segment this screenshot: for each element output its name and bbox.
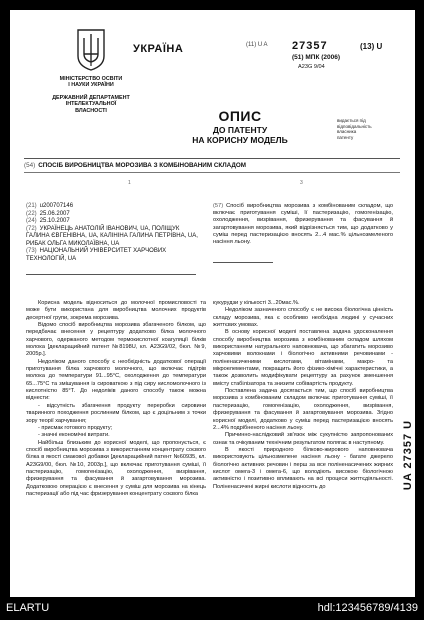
tick-2: 3 [300, 180, 303, 186]
paragraph: Причинно-наслідковий зв'язок між сукупністю запропонованих ознак та очікуваним технічним результатом полягає в наступному. [213, 432, 393, 446]
claim-rule [213, 262, 273, 263]
footer-handle: hdl:123456789/4139 [317, 602, 418, 614]
patent-number: 27357 [292, 40, 328, 52]
mpk-label: (51) МПК (2006) [292, 54, 341, 61]
paragraph: Поставлена задача досягається тим, що спосіб виробництва морозива з комбінованим складом включає приготування суміші, її пастеризацію, гомогенізацію, охолодження, визрівання, фризерування та фасування й загартовування морозива. Згідно корисної моделі, додатково у суміш перед пастеризацією вносять 2...4% подрібненого насіння льону. [213, 388, 393, 431]
side-note: видається під відповідальність власника патенту [337, 118, 372, 140]
bib-item: (22) 25.06.2007 [26, 210, 70, 217]
paragraph: - присмак готового продукту; [38, 424, 113, 431]
title-line-3: НА КОРИСНУ МОДЕЛЬ [192, 135, 288, 145]
patent-page [10, 10, 415, 597]
document-title [190, 108, 290, 145]
bib-item: (73) НАЦІОНАЛЬНИЙ УНІВЕРСИТЕТ ХАРЧОВИХ ТЕХНОЛОГІЙ, UA [26, 248, 167, 262]
mpk-code: A23G 9/04 [298, 64, 325, 70]
bib-item: (24) 25.10.2007 [26, 218, 70, 224]
country-name: УКРАЇНА [133, 43, 184, 55]
claim-text: (57) Спосіб виробництва морозива з комбінованим складом, що включає приготування суміші, її пастеризацію, гомогенізацію, охолодження, визрівання, фризерування та фасування й загартовування морозива, який відрізняється тим, що додатково у суміш перед пастеризацією вносять 2...4 мас.% цільнозмеленого насіння льону. [213, 203, 393, 246]
paragraph: кукурудзи у кількості 3...20мас.%. [213, 300, 300, 306]
title-line-1: ОПИС [218, 108, 262, 124]
paragraph: Недоліком зазначеного способу є не висока біологічна цінність складу морозива, яка є особливо необхідна людині у сучасних життєвих умовах. [213, 307, 393, 329]
paragraph: Найбільш близьким до корисної моделі, що пропонується, є спосіб виробництва морозива з використанням концентрату соєвого білка в якості смакової добавки [декларацийний патент №60935, кл. А23G9/00, бюл. №10, 2003р.], що включає приготування суміші, її пастеризацію, гомогенізацію, охолодження, визрівання, фризерування та фасування й загартовування морозива. Додатковою операцією є внесення у суміш для морозива на кінець пастеризації або під час фризерування концентрату соєвого білка [26, 439, 206, 497]
paragraph: - значні економічні витрати. [38, 432, 110, 439]
description-column-1 [26, 300, 206, 498]
invention-name: (54) СПОСІБ ВИРОБНИЦТВА МОРОЗИВА З КОМБІНОВАНИМ СКЛАДОМ [24, 158, 400, 169]
tick-1: 1 [128, 180, 131, 186]
coat-of-arms-icon [76, 28, 106, 72]
paragraph: Корисна модель відноситься до молочної промисловості та може бути використана для виробництва молочних продуктів десертної групи, зокрема морозива. [26, 300, 206, 321]
bibliographic-data [26, 203, 202, 263]
description-column-2 [213, 300, 393, 491]
paragraph: - відсутність збагачення продукту переробки сировини тваринного походження рослинним білком, що є доцільним з точки зору теорії харчування; [26, 402, 206, 424]
paragraph: В якості природного білково-жирового наповнювача використовують цільнозмелене насіння льону - багате джерело біологічно активних речовин і перш за все поліненасичених жирних кислот омега-3 і омега-6, що володіють високою біологічною активністю і позитивно впливають на всі процеси життєдіяльності. Поліненасичені жирні кислоти відносять до [213, 446, 393, 490]
footer-source: ELARTU [6, 602, 50, 614]
paragraph: В основу корисної моделі поставлена задача удосконалення способу виробництва морозива з комбінованим складом шляхом використанням натурального наповнювача, що збагатить морозиво харчовими волокнами і біологічно активними речовинами - поліненасиченими кислотами, вітамінами, макро- та мікроелементами, покращить його фізико-хімічні характеристики, а також дозволить модифікувати рецептуру за рахунок зменшення вмісту стабілізатора та знизити собівартість продукту. [213, 329, 393, 387]
bib-rule [26, 274, 196, 275]
ministry-name: МІНІСТЕРСТВО ОСВІТИ І НАУКИ УКРАЇНИ [59, 76, 123, 89]
vertical-patent-number: UA 27357 U [402, 419, 414, 491]
issuer-block [26, 28, 156, 114]
paragraph: Відомо спосіб виробництва морозива збагаченого білком, що передбачає внесення у рецептуру додатково білка молочного харчового, одержаного методом термокислотної коагуляції білків молока [декларацийний патент №8198U, кл. А23G9/02, бюл. №9, 2005р.]. [26, 322, 206, 358]
code-suffix: (13) U [360, 42, 383, 51]
paragraph: Недоліком даного способу є необхідність додаткової операції приготування білка харчового молочного, що включає підігрів молока до температури 91...95°С, охолодження до температури 65...75°С та змішування із сироваткою з під сиру кисломолочного із кислотністю 85°Т. До недоліків даного способу також можна віднести: [26, 358, 206, 402]
bib-item: (21) u200707146 [26, 203, 74, 209]
bib-item: (72) УКРАЇНЕЦЬ АНАТОЛІЙ ІВАНОВИЧ, UA, ПОЛІЩУК ГАЛИНА ЄВГЕНІВНА, UA, КАЛІНІНА ГАЛИНА ПЕТРІВНА, UA, РИБАК ОЛЬГА МИКОЛАЇВНА, UA [26, 225, 198, 247]
separator-line [24, 172, 400, 173]
title-line-2: ДО ПАТЕНТУ [212, 125, 268, 135]
department-name: ДЕРЖАВНИЙ ДЕПАРТАМЕНТ ІНТЕЛЕКТУАЛЬНОЇ ВЛАСНОСТІ [52, 94, 130, 114]
code-prefix: (11) U A [246, 42, 268, 48]
